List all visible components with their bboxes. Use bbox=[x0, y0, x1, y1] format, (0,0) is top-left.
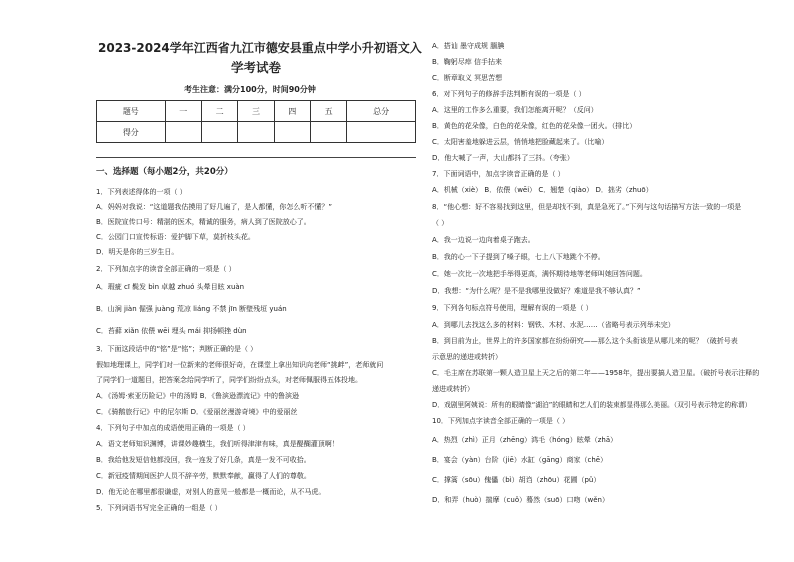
score-cell[interactable] bbox=[238, 122, 274, 143]
score-header-cell: 四 bbox=[274, 101, 310, 122]
question-line: D．我想：“为什么呢？是不是我哪里没做好？难道是我不够认真？” bbox=[432, 287, 641, 295]
question-line: C．太阳害羞地躲进云层，悄悄地把脸藏起来了。（比喻） bbox=[432, 138, 609, 146]
section-divider bbox=[96, 157, 416, 158]
question-line: C．她一次比一次地把手举得更高，满怀期待地等老师叫她回答问题。 bbox=[432, 270, 647, 278]
score-table bbox=[96, 100, 416, 143]
question-line: 8．“他心想：好不容易找到这里，但是却找不到，真是急死了。”下列与这句话描写方法一致的一项是 bbox=[432, 203, 742, 211]
question-line: B．我给他发短信他都没回，我一连发了好几条，真是一发不可收拾。 bbox=[96, 456, 311, 464]
question-line: 6．对下列句子的修辞手法判断有误的一项是（ ） bbox=[432, 90, 586, 98]
question-line: C．断章取义 冥思苦想 bbox=[432, 74, 503, 82]
question-line: A．搭讪 墨守成规 腼腆 bbox=[432, 42, 505, 50]
question-line: A．我一边说一边向着桌子跑去。 bbox=[432, 236, 535, 244]
question-line: 9．下列各句标点符号使用，理解有误的一项是（ ） bbox=[432, 304, 593, 312]
question-line: A．《汤姆·索亚历险记》中的汤姆 B．《鲁滨逊漂流记》中的鲁滨逊 bbox=[96, 392, 300, 400]
question-line: B．我的心一下子提到了嗓子眼，七上八下地跳个不停。 bbox=[432, 253, 605, 261]
score-cell[interactable] bbox=[201, 122, 237, 143]
question-line: （ ） bbox=[432, 219, 449, 227]
question-line: 5．下列词语书写完全正确的一组是（ ） bbox=[96, 504, 222, 512]
question-line: 3．下面这段话中的“铭”是“铭”；判断正确的是（ ） bbox=[96, 345, 258, 353]
score-cell[interactable] bbox=[347, 122, 416, 143]
section-heading-choice: 一、选择题（每小题2分，共20分） bbox=[96, 167, 233, 177]
question-line: 2．下列加点字的读音全部正确的一项是（ ） bbox=[96, 265, 236, 273]
question-line: B．医院宣传口号：精湛的医术，精诚的服务，病人到了医院放心了。 bbox=[96, 218, 311, 226]
question-line: B．黄色的花朵像，白色的花朵像，红色的花朵像一团火。（排比） bbox=[432, 122, 637, 130]
score-cell[interactable] bbox=[274, 122, 310, 143]
question-line: B．宴会（yàn）台阶（jiē）水缸（gāng）商家（chē） bbox=[432, 456, 608, 464]
score-table-header-row bbox=[97, 101, 416, 122]
score-header-cell: 二 bbox=[201, 101, 237, 122]
question-line: 了同学们一道题目，把答案念给同学听了，同学们纷纷点头，对老师佩服得五体投地。 bbox=[96, 376, 362, 384]
question-line: C．公园门口宣传标语：爱护脚下草，莫折枝头花。 bbox=[96, 233, 255, 241]
question-line: C．撑篙（sōu）傀儡（bì）胡诌（zhōu）花圃（pǔ） bbox=[432, 476, 601, 484]
question-line: C．毛主席在苏联第一颗人造卫星上天之后的第二年——1958年，提出要搞人造卫星。（破折号表示注释的 bbox=[432, 369, 760, 377]
question-line: B．到目前为止，世界上的许多国家都在纷纷研究——那么这个头衔该是从哪儿来的呢？（破折号表 bbox=[432, 337, 738, 345]
question-line: C．苔藓 xiǎn 依偎 wēi 埋头 mái 抑扬顿挫 dùn bbox=[96, 327, 247, 335]
question-line: A．到哪儿去找这么多的材料：钢铁、木材、水泥……（省略号表示列举未完） bbox=[432, 321, 675, 329]
score-cell[interactable] bbox=[310, 122, 346, 143]
question-line: A．瑕疵 cī 鬓发 bìn 卓越 zhuó 头晕目眩 xuàn bbox=[96, 283, 245, 291]
question-line: C．新冠疫情期间医护人员不辞辛劳，默默奉献，赢得了人们的尊敬。 bbox=[96, 472, 311, 480]
question-line: 10．下列加点字读音全部正确的一项是（ ） bbox=[432, 417, 570, 425]
question-line: 7．下面词语中，加点字读音正确的是（ ） bbox=[432, 170, 565, 178]
question-line: D．他无论在哪里都很谦虚，对别人的意见一般都是一概而论，从不马虎。 bbox=[96, 488, 326, 496]
exam-title-line1: 2023-2024学年江西省九江市德安县重点中学小升初语文入 bbox=[98, 41, 422, 55]
score-header-cell: 五 bbox=[310, 101, 346, 122]
question-line: A．热烈（zhì）正月（zhēng）鸿毛（hóng）眩晕（zhā） bbox=[432, 436, 618, 444]
score-row-label: 得分 bbox=[97, 122, 166, 143]
question-line: 1．下列表述得体的一项（ ） bbox=[96, 188, 187, 196]
score-header-cell: 总分 bbox=[347, 101, 416, 122]
exam-title-line2: 学考试卷 bbox=[231, 60, 282, 75]
question-line: 递进或转折） bbox=[432, 385, 474, 393]
question-line: D．戏剧里阿姨说：所有的眼睛像“湖泊”的眼睛和艺人们的装束都显得那么美丽。（双引号表示特定的称谓） bbox=[432, 401, 752, 409]
question-line: 示意思的递进或转折） bbox=[432, 353, 502, 361]
score-header-cell: 三 bbox=[238, 101, 274, 122]
score-header-cell: 一 bbox=[165, 101, 201, 122]
question-line: A．妈妈对我说：“这道题我估摸用了好几遍了，是人都懂，你怎么听不懂？” bbox=[96, 203, 333, 211]
question-line: D．明天是你的三岁生日。 bbox=[96, 248, 179, 256]
question-line: B．鞠躬尽瘁 信手拈来 bbox=[432, 58, 503, 66]
question-line: C．《骑鹅旅行记》中的尼尔斯 D．《爱丽丝漫游奇境》中的爱丽丝 bbox=[96, 408, 298, 416]
score-header-cell: 题号 bbox=[97, 101, 166, 122]
question-line: 4．下列句子中加点的成语使用正确的一项是（ ） bbox=[96, 424, 250, 432]
question-line: A．语文老师知识渊博，讲课妙趣横生，我们听得津津有味，真是醍醐灌顶啊！ bbox=[96, 440, 339, 448]
question-line: A．机械（xiè） B．依偎（wēi） C．翘楚（qiào） D．拙劣（zhuō） bbox=[432, 186, 653, 194]
question-line: B．山涧 jiàn 倔强 juàng 荒凉 liáng 不禁 jīn 断壁残垣 yuán bbox=[96, 305, 287, 313]
exam-notice: 考生注意：满分100分，时间90分钟 bbox=[184, 85, 316, 94]
question-line: D．和弄（huò）揣摩（cuǒ）蓦然（suō）口吻（wěn） bbox=[432, 496, 609, 504]
question-line: A．这里的工作多么重要，我们怎能离开呢？（反问） bbox=[432, 106, 598, 114]
score-table-score-row bbox=[97, 122, 416, 143]
score-cell[interactable] bbox=[165, 122, 201, 143]
question-line: 假如地理课上，同学们对一位新来的老师很好奇，在课堂上拿出知识向老师“挑衅”，老师就问 bbox=[96, 361, 384, 369]
question-line: D．他大喊了一声，大山都抖了三抖。（夸张） bbox=[432, 154, 574, 162]
